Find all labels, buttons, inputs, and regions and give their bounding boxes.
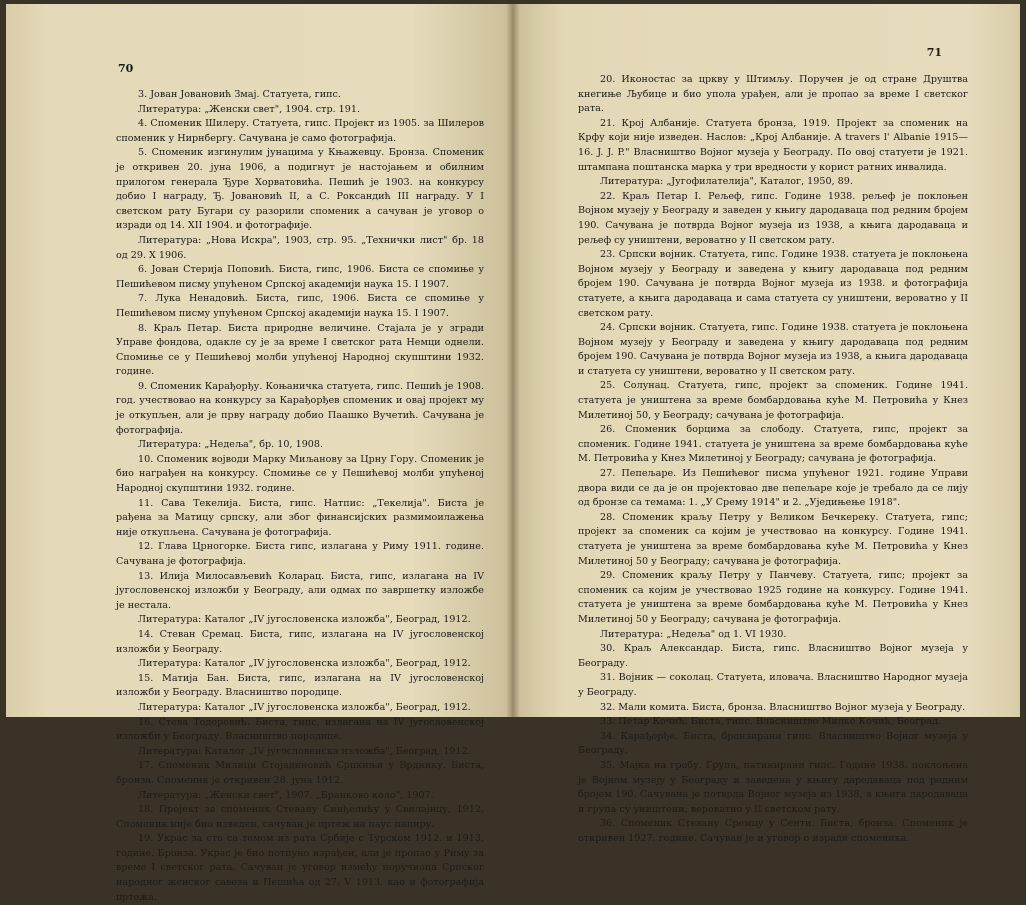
text-paragraph: 8. Краљ Петар. Биста природне величине. Стајала је у згради Управе фондова, одакле су је за време I светског рата Немци однели. Спомиње се у Пешићевој молби упућеној Народној скупштини 1932. године. [116,322,484,378]
page-number: 71 [926,46,942,59]
text-paragraph: 4. Споменик Шилеру. Статуета, гипс. Пројект из 1905. за Шилеров споменик у Нирнбергу. Сачувана је само фотографија. [116,118,484,144]
text-paragraph: 24. Српски војник. Статуета, гипс. Године 1938. статуета је поклоњена Војном музеју у Београду и заведена у књигу дародаваца под редним бројем 190. Сачувана је потврда Војног музеја из 1938, а књига дародаваца и статуета су уништени, вероватно у II светском рату. [578,322,968,377]
text-paragraph: 9. Споменик Карађорђу. Коњаничка статуета, гипс. Пешић је 1908. год. учествовао на конкурсу за Карађорђев споменик и овај пројект му је откупљен, али је прву награду добио Паашко Вучетић. Сачувана је фотографија. [116,380,484,436]
text-paragraph: 7. Лука Ненадовић. Биста, гипс, 1906. Биста се спомиње у Пешићевом писму упућеном Српској академији наука 15. I 1907. [116,293,484,319]
text-paragraph: 17. Споменик Милици Стојадиновић Српкињи у Врднику. Биста, бронза. Споменик је откривен 28. јуна 1912. [116,760,484,786]
text-paragraph: 3. Јован Јовановић Змај. Статуета, гипс. [138,89,341,100]
text-paragraph: Литература: „Недеља", бр. 10, 1908. [138,439,324,451]
text-paragraph: 18. Пројект за споменик Стевану Синђелићу у Свилајнцу, 1912. Споменик није био изведен, сачуван је цртеж на паус папиру. [116,804,484,830]
text-paragraph: 33. Петар Кочић. Биста, гипс. Власништво Милке Кочић, Београд. [600,716,942,728]
text-paragraph: 32. Мали комита. Биста, бронза. Власништво Војног музеја у Београду. [600,701,966,713]
text-paragraph: 19. Украс за сто са темом из рата Србије с Турском 1912. и 1913. године. Бронза. Украс је био потпуно израђен, али је пропао у Риму за време I светског рата. Сачуван је уговор између поручиоца Српског народног женског савеза и Пешића од 27. V 1913. као и фотографија цртежа. [116,833,484,903]
text-paragraph: 11. Сава Текелија. Биста, гипс. Натпис: „Текелија". Биста је рађена за Матицу српску, али због финансијских размимоилажења није откупљена. Сачувана је фотографија. [116,497,484,538]
text-paragraph: 28. Споменик краљу Петру у Великом Бечкереку. Статуета, гипс; пројект за споменик са којим је учествовао на конкурсу. Године 1941. статуета је уништена за време бомбардовања куће М. Петровића у Кнез Милетиној 50 у Београду; сачувана је фотографија. [578,511,968,567]
text-paragraph: 20. Иконостас за цркву у Штимљу. Поручен је од стране Друштва кнегиње Љубице и био упола урађен, али је пропао за време I светског рата. [578,74,968,115]
text-paragraph: 31. Војник — соколац. Статуета, иловача. Власништво Народног музеја у Београду. [578,672,968,698]
text-paragraph: Литература: „Нова Искра", 1903, стр. 95. „Технички лист" бр. 18 од 29. X 1906. [116,234,484,261]
text-paragraph: 27. Пепељаре. Из Пешићевог писма упућеног 1921. године Управи двора види се да је он пројектовао две пепељаре које је требало да се лију од бронзе са темама: 1. „У Срему 1914" и 2. „Уједињење 1918". [578,468,968,509]
text-paragraph: Литература: Каталог „IV југословенска изложба", Београд, 1912. [138,614,471,626]
book-gutter [506,4,520,717]
text-paragraph: 25. Солунац. Статуета, гипс, пројект за споменик. Године 1941. статуета је уништена за време бомбардовања куће М. Петровића у Кнез Милетиној 50, у Београду; сачувана је фотографија. [578,380,968,421]
text-paragraph: 36. Споменик Стевану Сремцу у Сенти. Биста, бронза. Споменик је откривен 1927. године. Сачуван је и уговор о изради споменика. [578,818,968,844]
page-body [578,73,968,846]
text-paragraph: 10. Споменик војводи Марку Миљанову за Црну Гору. Споменик је био награђен на конкурсу. Спомиње се у Пешићевој молби упућеној Народној скупштини 1932. године. [116,453,484,495]
text-paragraph: 5. Споменик изгинулим јунацима у Књажевцу. Бронза. Споменик је откривен 20. јуна 1906, а подигнут је настојањем и обилним прилогом генерала Ђуре Хорватовића. Пешић је 1903. на конкурсу добио I награду, Ђ. Јовановић II, а С. Роксандић III награду. У I светском рату Бугари су разорили споменик а сачуван је уговор о изради од 14. XII 1904. и фотографије. [116,147,484,232]
text-paragraph: 14. Стеван Сремац. Биста, гипс, излагана на IV југословенској изложби у Београду. [116,628,484,655]
right-page [512,4,1020,844]
page-number: 70 [118,62,134,75]
text-paragraph: 21. Крој Албаније. Статуета бронза, 1919. Пројект за споменик на Крфу који није изведен. Наслов: „Крој Албаније. A travers l' Albanie 1915—16. J. J. P." Власништво Војног музеја у Београду. По овој статуети је 1921. штампана поштанска марка у три вредности у корист ратних инвалида. [578,117,968,173]
text-paragraph: Литература: „Југофилателија", Каталог, 1950, 89. [600,176,853,188]
text-paragraph: 15. Матија Бан. Биста, гипс, излагана на IV југословенској изложби у Београду. Власништво породице. [116,672,484,699]
text-paragraph: 12. Глава Црногорке. Биста гипс, излагана у Риму 1911. године. Сачувана је фотографија. [116,541,484,567]
text-paragraph: Литература: Каталог „IV југословенска изложба", Београд, 1912. [138,658,471,670]
text-paragraph: Литература: „Недеља" од 1. VI 1930. [600,628,787,640]
text-paragraph: 30. Краљ Александар. Биста, гипс. Власништво Војног музеја у Београду. [578,643,968,669]
text-paragraph: 29. Споменик краљу Петру у Панчеву. Статуета, гипс; пројект за споменик са којим је учествовао 1925 године на конкурсу. Године 1941. статуета је уништена за време бомбардовања куће М. Петровића у Кнез Милетиној 50 у Београду; сачувана је фотографија. [578,570,968,625]
text-paragraph: 22. Краљ Петар I. Рељеф, гипс. Године 1938. рељеф је поклоњен Војном музеју у Београду и заведен у књигу дародаваца под редним бројем 190. Сачувана је потврда Војног музеја из 1938, а књига дародаваца и рељеф су уништени, вероватно у II светском рату. [578,190,968,246]
left-page [6,4,512,903]
text-paragraph: 35. Мајка на гробу. Група, патинирани гипс. Године 1938. поклоњена је Војном музеју у Београду и заведена у књигу дародаваца под редним бројем 190. Сачувана је потврда Војног музеја из 1938, а књига дародаваца и група су уништени, вероватно у II светском рату. [578,759,968,815]
text-paragraph: 13. Илија Милосављевић Коларац. Биста, гипс, излагана на IV југословенској изложби у Београду, али одмах по завршетку изложбе је нестала. [116,570,484,611]
page-body [116,88,484,905]
text-paragraph: 23. Српски војник. Статуета, гипс. Године 1938. статуета је поклоњена Војном музеју у Београду и заведена у књигу дародаваца под редним бројем 190. Сачувана је потврда Војног музеја из 1938. и фотографија статуете, а књига дародаваца и сама статуета су уништени, вероватно у II светском рату. [578,249,968,319]
text-paragraph: Литература: Каталог „IV југословенска изложба", Београд, 1912. [138,745,471,757]
text-paragraph: 16. Стева Тодоровић. Биста, гипс, излагана на IV југословенској изложби у Београду. Власништво породице. [116,716,484,743]
book-spread [6,4,1020,903]
text-paragraph: 34. Карађорђе. Биста, бронзирани гипс. Власништво Војног музеја у Београду. [578,730,968,757]
text-paragraph: Литература: „Женски свет", 1904. стр. 191. [138,103,361,115]
text-paragraph: Литература: Каталог „IV југословенска изложба", Београд, 1912. [138,701,471,713]
text-paragraph: 6. Јован Стерија Поповић. Биста, гипс, 1906. Биста се спомиње у Пешићевом писму упућеном Српској академији наука 15. I 1907. [116,264,484,290]
text-paragraph: 26. Споменик борцима за слободу. Статуета, гипс, пројект за споменик. Године 1941. статуета је уништена за време бомбардовања куће М. Петровића у Кнез Милетиној у Београду; сачувана је фотографија. [578,424,968,465]
text-paragraph: Литература: „Женски свет", 1907. „Бранково коло", 1907. [138,789,434,801]
